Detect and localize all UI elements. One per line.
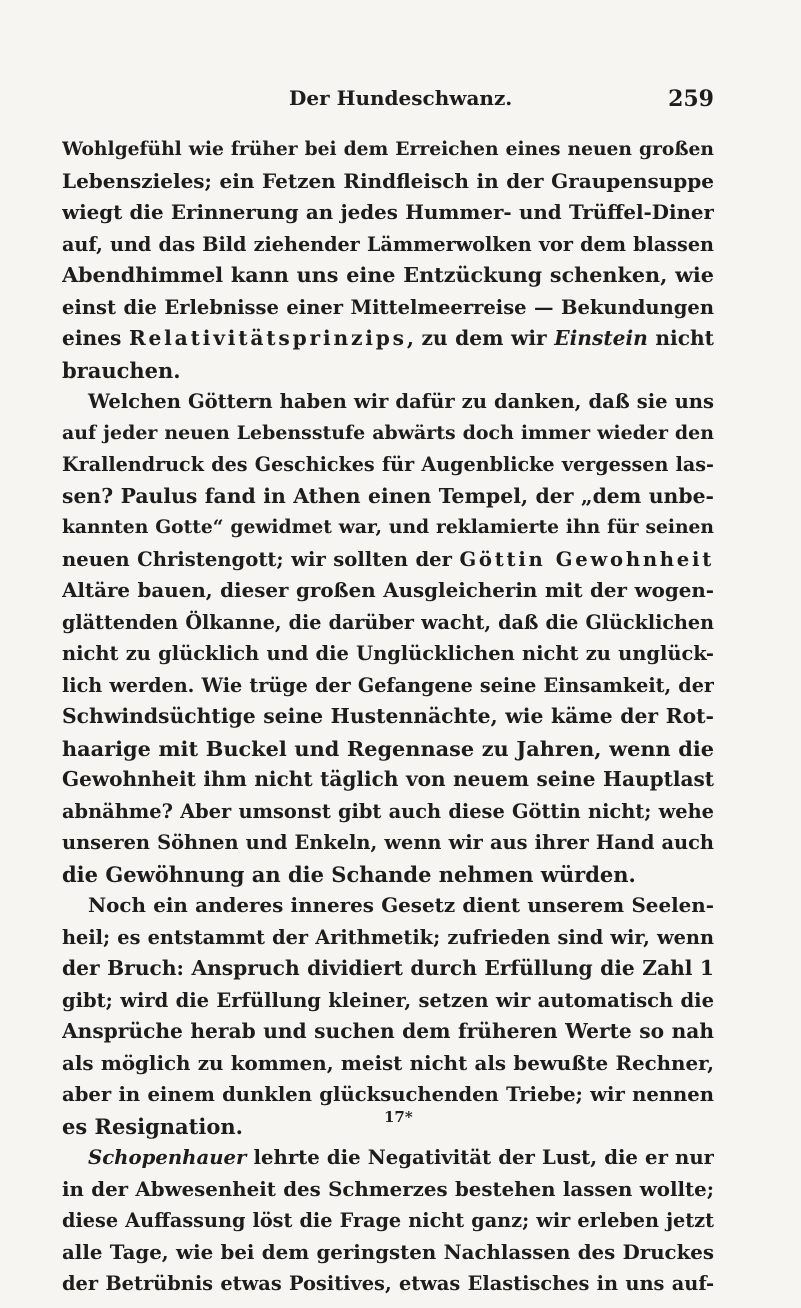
text-line: der Bruch: Anspruch dividiert durch Erfüllung die Zahl 1 — [62, 956, 714, 980]
text-line: Lebenszieles; ein Fetzen Rindfleisch in der Graupensuppe — [62, 168, 714, 193]
text-line: unseren Söhnen und Enkeln, wenn wir aus ihrer Hand auch — [62, 831, 714, 854]
text-line: einst die Erlebnisse einer Mittelmeerreise — Bekundungen — [62, 295, 714, 319]
text-line: auf, und das Bild ziehender Lämmerwolken vor dem blassen — [62, 232, 714, 256]
text-line: nicht zu glücklich und die Unglücklichen nicht zu unglück- — [62, 642, 714, 665]
spaced-emphasis: Göttin Gewohnheit — [459, 547, 714, 571]
text-line: Gewohnheit ihm nicht täglich von neuem seine Hauptlast — [62, 767, 714, 791]
text-line: der Betrübnis etwas Positives, etwas Elastisches in uns auf- — [62, 1272, 714, 1295]
paragraph-start: Schopenhauer lehrte die Negativität der Lust, die er nur — [88, 1146, 714, 1169]
sheet-signature: 17* — [384, 1108, 413, 1126]
text-line: Wohlgefühl wie früher bei dem Erreichen eines neuen großen — [62, 138, 714, 160]
text-line: abnähme? Aber umsonst gibt auch diese Göttin nicht; wehe — [62, 799, 714, 823]
paragraph-start: Welchen Göttern haben wir dafür zu danken, daß sie uns — [88, 390, 714, 413]
text-line: die Gewöhnung an die Schande nehmen würden. — [62, 861, 636, 887]
italic-name: Einstein — [554, 326, 648, 350]
text-line: kannten Gotte“ gewidmet war, und reklamierte ihn für seinen — [62, 516, 714, 538]
text-line: glättenden Ölkanne, die darüber wacht, daß die Glücklichen — [62, 610, 714, 634]
text-line: als möglich zu kommen, meist nicht als bewußte Rechner, — [62, 1050, 714, 1075]
text-line: diese Auffassung löst die Frage nicht ganz; wir erleben jetzt — [62, 1209, 714, 1232]
paragraph-start: Noch ein anderes inneres Gesetz dient unserem Seelen- — [88, 893, 714, 917]
page-number: 259 — [668, 86, 714, 112]
text-line: lich werden. Wie trüge der Gefangene seine Einsamkeit, der — [62, 673, 714, 697]
text-line: Ansprüche herab und suchen dem früheren Werte so nah — [62, 1019, 714, 1043]
text-line: Altäre bauen, dieser großen Ausgleicherin mit der wogen- — [62, 578, 714, 602]
text-line: neuen Christengott; wir sollten der Göttin Gewohnheit — [62, 547, 714, 571]
text-line: Krallendruck des Geschickes für Augenblicke vergessen las- — [62, 453, 714, 476]
text-line: alle Tage, wie bei dem geringsten Nachlassen des Druckes — [62, 1239, 714, 1264]
running-title: Der Hundeschwanz. — [289, 86, 513, 110]
italic-name: Schopenhauer — [88, 1146, 247, 1169]
text-line: aber in einem dunklen glücksuchenden Triebe; wir nennen — [62, 1083, 714, 1106]
text-line: eines Relativitätsprinzips, zu dem wir Einstein nicht — [62, 326, 714, 350]
text-line: haarige mit Buckel und Regennase zu Jahren, wenn die — [62, 735, 714, 761]
running-header — [62, 86, 714, 116]
text-line: wiegt die Erinnerung an jedes Hummer- und Trüffel-Diner — [62, 200, 714, 224]
spaced-emphasis: Relativitätsprinzips — [128, 326, 407, 350]
text-line: sen? Paulus fand in Athen einen Tempel, der „dem unbe- — [62, 483, 714, 508]
text-line: gibt; wird die Erfüllung kleiner, setzen wir automatisch die — [62, 988, 714, 1012]
text-line: Abendhimmel kann uns eine Entzückung schenken, wie — [62, 263, 714, 287]
text-line: brauchen. — [62, 357, 181, 383]
text-line: auf jeder neuen Lebensstufe abwärts doch immer wieder den — [62, 421, 714, 444]
text-line: es Resignation. — [62, 1113, 243, 1139]
text-line: Schwindsüchtige seine Hustennächte, wie käme der Rot- — [62, 704, 714, 728]
text-line: in der Abwesenheit des Schmerzes bestehen lassen wollte; — [62, 1176, 714, 1201]
text-line: heil; es entstammt der Arithmetik; zufrieden sind wir, wenn — [62, 925, 714, 949]
